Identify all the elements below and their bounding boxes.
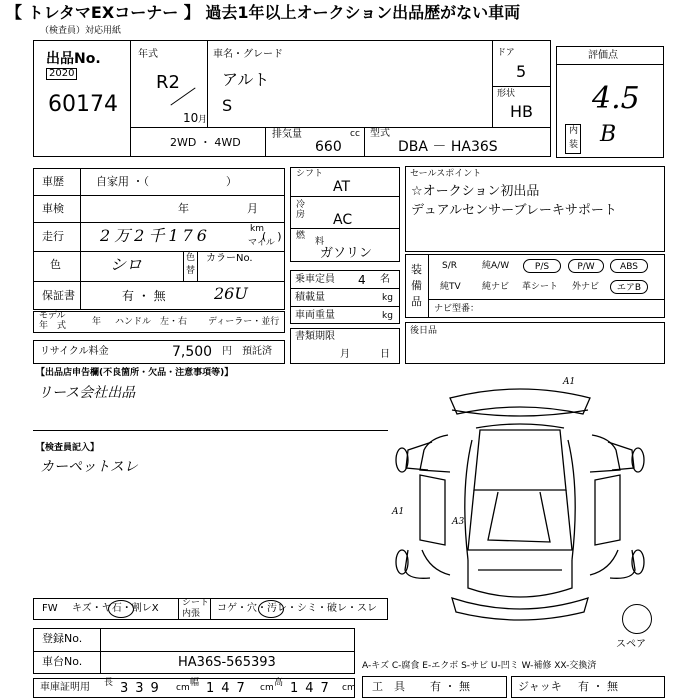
lot-label: 出品No. [46,51,101,67]
jack-label: ジャッキ [518,680,562,693]
chassis-value: HA36S-565393 [178,655,276,670]
chassis-label: 車台No. [42,655,83,668]
docs-day: 日 [380,349,390,360]
mileage-value: 2万2千176 [100,226,211,245]
interior-label-1: 内 [569,126,579,136]
docs-label: 書類期限 [295,331,335,342]
doors-label: ドア [497,48,515,58]
year-label: 年式 [138,49,158,60]
aircon-label-2: 房 [296,210,306,220]
year-month-unit: 月 [198,115,208,125]
inspector-notes-value: カーペットスレ [40,459,138,475]
inspector-notes-label: 【検査員記入】 [36,443,100,453]
score-value: 4.5 [592,81,640,116]
cert-height-unit: cm [342,683,356,693]
mileage-unit-km: km [250,224,264,234]
sales-point-line-2: デュアルセンサーブレーキサポート [411,203,617,218]
seller-notes-value: リース会社出品 [38,385,136,401]
lot-year: 2020 [46,68,77,80]
equip-aw: 純A/W [482,261,510,271]
banner-title: 【 トレタマEXコーナー 】 過去1年以上オークション出品歴がない車両 [6,3,521,22]
inspection-label: 車検 [42,202,64,215]
history-label: 車歴 [42,175,64,188]
equipment-label-1: 装 [411,263,422,276]
tools-value: 有 ・ 無 [430,680,470,693]
model-year-handle: ハンドル 左・右 [115,317,188,327]
model-year-label-1: モデル [39,311,66,321]
model-label: 型式 [370,128,390,139]
load-unit: kg [382,293,393,303]
displacement-unit: cc [350,129,360,139]
interior-value: B [600,122,617,147]
shift-value: AT [333,179,351,195]
docs-month: 月 [340,349,350,360]
color-change-label-1: 色 [186,253,196,263]
color-code-label: カラーNo. [206,253,253,264]
shape-label: 形状 [497,89,516,99]
equip-sr: S/R [442,261,457,271]
mark-a1-left: A1 [392,507,405,517]
seat-label-2: 内張 [182,609,201,619]
load-label: 積載量 [295,292,325,303]
registration-label: 登録No. [42,632,83,645]
car-name: アルト [222,70,270,89]
navi-model-label: ナビ型番： [434,304,480,314]
sales-point-label: セールスポイント [410,169,482,179]
fuel-value: ガソリン [320,246,373,261]
cert-length-label: 長 [104,678,114,688]
equip-tv: 純TV [440,282,461,292]
inspection-year: 年 [178,202,189,215]
model-year-year: 年 [92,317,102,327]
shape-value: HB [510,102,534,121]
equipment-label-2: 備 [411,279,422,292]
cert-height-label: 高 [274,678,284,688]
subnote: （検査員）対応用紙 [40,26,122,36]
seat-label-1: シート [182,598,210,608]
equipment-label-3: 品 [411,295,422,308]
equip-ext-navi: 外ナビ [572,282,600,292]
cert-width-unit: cm [260,683,274,693]
aircon-label-1: 冷 [296,200,306,210]
model-year-dealer: ディーラー・並行 [208,317,280,327]
mileage-label: 走行 [42,230,64,243]
cert-label: 車庫証明用 [40,682,90,693]
displacement-label: 排気量 [272,129,302,140]
warranty-value: 有 ・ 無 [122,289,166,303]
equip-abs: ABS [610,259,648,273]
after-items-block [405,322,665,364]
car-label: 車名・グレード [213,49,283,60]
equip-ps: P/S [523,259,561,273]
mileage-paren: ( ) [262,230,282,243]
equip-pw: P/W [568,259,604,273]
cert-width-label: 幅 [190,678,200,688]
spare-tire-icon [622,604,652,634]
equip-navi: 純ナビ [482,282,510,292]
doors-value: 5 [516,62,527,81]
jack-value: 有 ・ 無 [578,680,618,693]
aircon-value: AC [333,212,353,228]
shift-label: シフト [296,169,324,179]
color-label: 色 [50,258,61,271]
displacement-value: 660 [315,139,342,155]
cert-width-value: 147 [206,681,252,696]
capacity-unit: 名 [380,274,390,285]
sales-point-line-1: ☆オークション初出品 [411,184,540,199]
after-items-label: 後日品 [410,326,438,336]
color-value: シロ [110,255,143,274]
recycle-label: リサイクル料金 [40,346,109,357]
cert-height-value: 147 [290,681,336,696]
color-code-value: 26U [214,284,248,303]
interior-label-2: 装 [569,140,579,150]
drive-type: 2WD ・ 4WD [170,136,241,149]
capacity-value: 4 [358,273,366,287]
fuel-label-1: 燃 [296,231,306,241]
weight-unit: kg [382,311,393,321]
car-grade: S [222,96,233,115]
seat-text: コゲ・穴・汚レ・シミ・破レ・スレ [217,603,377,614]
model-year-label-2: 年 式 [39,321,67,331]
weight-label: 車両重量 [295,310,335,321]
capacity-label: 乗車定員 [295,274,335,285]
score-label: 評価点 [588,50,618,61]
inspection-month: 月 [247,202,258,215]
warranty-label: 保証書 [42,289,75,302]
equip-airbag: エアB [610,280,648,294]
recycle-value: 7,500 [172,344,213,360]
mileage-unit-mile: マイル [248,238,275,248]
lot-number: 60174 [48,92,118,117]
mark-a3: A3 [452,517,465,527]
recycle-note: 預託済 [242,346,272,357]
fuel-label-2: 料 [315,237,325,247]
tools-label: 工 具 [372,680,405,693]
cert-length-unit: cm [176,683,190,693]
color-change-label-2: 替 [186,266,196,276]
spare-label: スペア [616,639,646,650]
floor-label: FW [42,603,58,614]
seller-notes-label: 【出品店申告欄(不良箇所・欠品・注意事項等)】 [36,368,234,378]
year-month: 10 [183,111,199,125]
car-damage-diagram [390,377,660,625]
floor-text: キズ・ヤ石・割レX [72,603,159,614]
damage-legend: A-キズ C-腐食 E-エクボ S-サビ U-凹ミ W-補修 XX-交換済 [362,661,597,671]
recycle-unit: 円 [222,346,232,357]
model-value: DBA － HA36S [398,139,498,155]
equip-leather: 革シート [522,282,559,292]
year-era: R2 [156,72,180,93]
history-value: 自家用 ・（ ） [96,175,237,188]
mark-a1-top: A1 [563,377,576,387]
cert-length-value: 339 [120,681,166,696]
